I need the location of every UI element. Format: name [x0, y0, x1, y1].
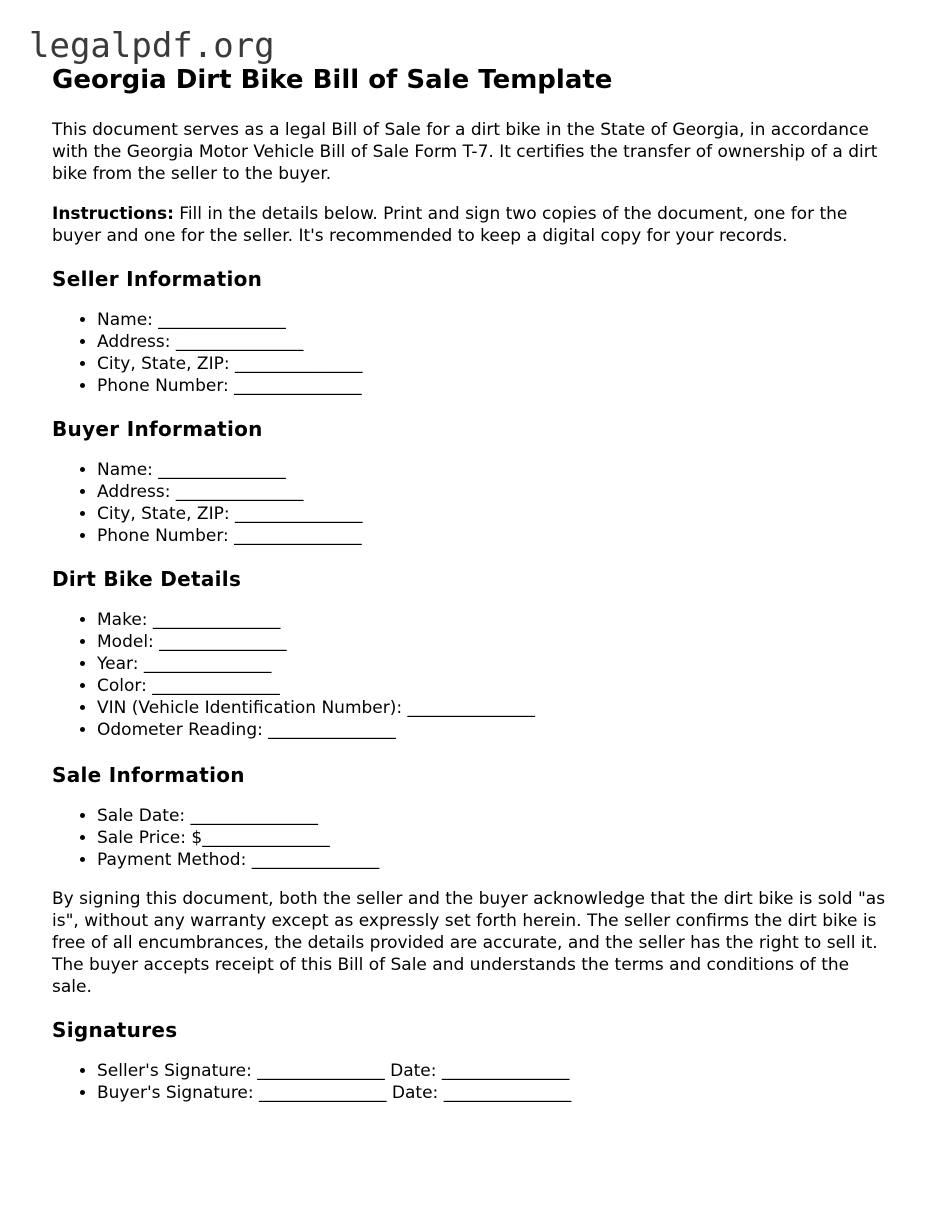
disclaimer-paragraph: By signing this document, both the seller and the buyer acknowledge that the dirt bike is sold "as is", without any warranty except as expressly set forth herein. The seller confirms the dirt bike is free of all encumbrances, the details provided are accurate, and the seller has the right to sell it. The buyer accepts receipt of this Bill of Sale and understands the terms and conditions of the sale.: [52, 889, 886, 997]
buyer-list: [52, 459, 892, 547]
sale-info-list: [52, 805, 892, 871]
bike-details-list: [52, 609, 892, 741]
seller-heading: Seller Information: [52, 267, 263, 291]
bike-model-field: • Model: _______________: [97, 631, 892, 653]
buyer-city-state-zip-field: • City, State, ZIP: _______________: [97, 503, 892, 525]
signatures-list: [52, 1060, 892, 1104]
instructions-paragraph: [52, 203, 892, 247]
document-title: Georgia Dirt Bike Bill of Sale Template: [52, 65, 613, 95]
seller-address-field: • Address: _______________: [97, 331, 892, 353]
seller-phone-field: • Phone Number: _______________: [97, 375, 892, 397]
sale-info-heading: Sale Information: [52, 763, 245, 787]
instructions-text: Fill in the details below. Print and sign two copies of the document, one for the buyer and one for the seller. It's recommended to keep a digital copy for your records.: [52, 204, 848, 246]
bike-color-field: • Color: _______________: [97, 675, 892, 697]
instructions-label: Instructions:: [52, 204, 174, 224]
seller-name-field: • Name: _______________: [97, 309, 892, 331]
watermark-logo: legalpdf.org: [29, 26, 275, 66]
payment-method-field: • Payment Method: _______________: [97, 849, 892, 871]
signatures-heading: Signatures: [52, 1018, 178, 1042]
seller-city-state-zip-field: • City, State, ZIP: _______________: [97, 353, 892, 375]
sale-price-field: • Sale Price: $_______________: [97, 827, 892, 849]
bike-vin-field: • VIN (Vehicle Identification Number): _______________: [97, 697, 892, 719]
buyer-address-field: • Address: _______________: [97, 481, 892, 503]
seller-list: [52, 309, 892, 397]
buyer-heading: Buyer Information: [52, 417, 263, 441]
bike-year-field: • Year: _______________: [97, 653, 892, 675]
bike-details-heading: Dirt Bike Details: [52, 567, 242, 591]
buyer-phone-field: • Phone Number: _______________: [97, 525, 892, 547]
intro-paragraph: This document serves as a legal Bill of Sale for a dirt bike in the State of Georgia, in accordance with the Georgia Motor Vehicle Bill of Sale Form T-7. It certifies the transfer of ownership of a dirt bike from the seller to the buyer.: [52, 120, 878, 184]
sale-date-field: • Sale Date: _______________: [97, 805, 892, 827]
document-body: [52, 60, 892, 1104]
bike-odometer-field: • Odometer Reading: _______________: [97, 719, 892, 741]
seller-signature-field: • Seller's Signature: _______________ Date: _______________: [97, 1060, 892, 1082]
bike-make-field: • Make: _______________: [97, 609, 892, 631]
buyer-name-field: • Name: _______________: [97, 459, 892, 481]
buyer-signature-field: • Buyer's Signature: _______________ Date: _______________: [97, 1082, 892, 1104]
